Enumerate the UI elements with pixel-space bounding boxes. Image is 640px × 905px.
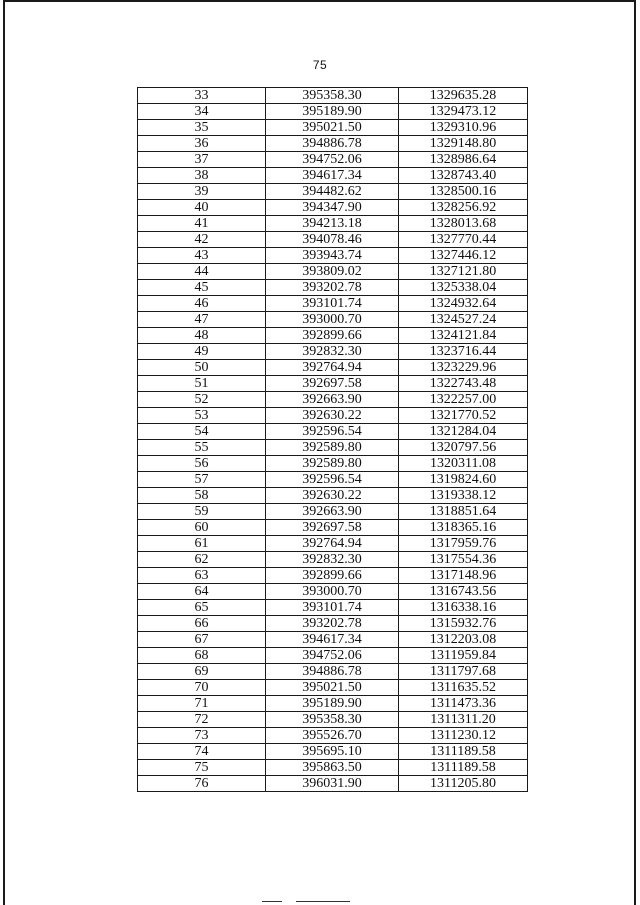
table-row: [138, 312, 528, 328]
table-row: [138, 344, 528, 360]
y-coordinate-cell: 1311311.20: [399, 712, 528, 728]
table-row: [138, 696, 528, 712]
y-coordinate-cell: 1319824.60: [399, 472, 528, 488]
y-coordinate-cell: 1318365.16: [399, 520, 528, 536]
y-coordinate-cell: 1321284.04: [399, 424, 528, 440]
x-coordinate-cell: 394482.62: [266, 184, 399, 200]
table-row: [138, 536, 528, 552]
y-coordinate-cell: 1321770.52: [399, 408, 528, 424]
table-row: [138, 488, 528, 504]
x-coordinate-cell: 393000.70: [266, 584, 399, 600]
coordinates-table: [137, 87, 528, 792]
page-border-top: [3, 0, 636, 2]
x-coordinate-cell: 393101.74: [266, 600, 399, 616]
y-coordinate-cell: 1311205.80: [399, 776, 528, 792]
point-number-cell: 44: [138, 264, 266, 280]
table-row: [138, 680, 528, 696]
point-number-cell: 39: [138, 184, 266, 200]
y-coordinate-cell: 1317148.96: [399, 568, 528, 584]
point-number-cell: 41: [138, 216, 266, 232]
y-coordinate-cell: 1324527.24: [399, 312, 528, 328]
y-coordinate-cell: 1329310.96: [399, 120, 528, 136]
x-coordinate-cell: 395358.30: [266, 712, 399, 728]
point-number-cell: 34: [138, 104, 266, 120]
x-coordinate-cell: 393809.02: [266, 264, 399, 280]
table-row: [138, 424, 528, 440]
x-coordinate-cell: 392630.22: [266, 408, 399, 424]
table-row: [138, 376, 528, 392]
y-coordinate-cell: 1322743.48: [399, 376, 528, 392]
x-coordinate-cell: 395189.90: [266, 696, 399, 712]
y-coordinate-cell: 1328986.64: [399, 152, 528, 168]
point-number-cell: 42: [138, 232, 266, 248]
table-row: [138, 216, 528, 232]
table-row: [138, 136, 528, 152]
y-coordinate-cell: 1325338.04: [399, 280, 528, 296]
point-number-cell: 43: [138, 248, 266, 264]
point-number-cell: 38: [138, 168, 266, 184]
y-coordinate-cell: 1311189.58: [399, 744, 528, 760]
x-coordinate-cell: 394752.06: [266, 152, 399, 168]
point-number-cell: 60: [138, 520, 266, 536]
y-coordinate-cell: 1329148.80: [399, 136, 528, 152]
table-row: [138, 568, 528, 584]
y-coordinate-cell: 1311473.36: [399, 696, 528, 712]
table-row: [138, 712, 528, 728]
y-coordinate-cell: 1320797.56: [399, 440, 528, 456]
point-number-cell: 65: [138, 600, 266, 616]
x-coordinate-cell: 394617.34: [266, 168, 399, 184]
y-coordinate-cell: 1311189.58: [399, 760, 528, 776]
x-coordinate-cell: 393101.74: [266, 296, 399, 312]
x-coordinate-cell: 392630.22: [266, 488, 399, 504]
point-number-cell: 58: [138, 488, 266, 504]
scan-mark: [262, 901, 282, 902]
y-coordinate-cell: 1327121.80: [399, 264, 528, 280]
x-coordinate-cell: 395021.50: [266, 680, 399, 696]
x-coordinate-cell: 394886.78: [266, 136, 399, 152]
y-coordinate-cell: 1327446.12: [399, 248, 528, 264]
x-coordinate-cell: 392596.54: [266, 472, 399, 488]
y-coordinate-cell: 1311797.68: [399, 664, 528, 680]
x-coordinate-cell: 395695.10: [266, 744, 399, 760]
x-coordinate-cell: 393943.74: [266, 248, 399, 264]
point-number-cell: 40: [138, 200, 266, 216]
x-coordinate-cell: 394078.46: [266, 232, 399, 248]
table-row: [138, 664, 528, 680]
table-row: [138, 392, 528, 408]
y-coordinate-cell: 1311959.84: [399, 648, 528, 664]
x-coordinate-cell: 392764.94: [266, 536, 399, 552]
table-row: [138, 360, 528, 376]
point-number-cell: 69: [138, 664, 266, 680]
point-number-cell: 51: [138, 376, 266, 392]
point-number-cell: 49: [138, 344, 266, 360]
x-coordinate-cell: 394752.06: [266, 648, 399, 664]
y-coordinate-cell: 1327770.44: [399, 232, 528, 248]
x-coordinate-cell: 392832.30: [266, 344, 399, 360]
table-row: [138, 584, 528, 600]
table-row: [138, 88, 528, 104]
x-coordinate-cell: 394213.18: [266, 216, 399, 232]
point-number-cell: 56: [138, 456, 266, 472]
y-coordinate-cell: 1319338.12: [399, 488, 528, 504]
y-coordinate-cell: 1317959.76: [399, 536, 528, 552]
table-row: [138, 296, 528, 312]
table-row: [138, 232, 528, 248]
table-row: [138, 104, 528, 120]
y-coordinate-cell: 1324932.64: [399, 296, 528, 312]
point-number-cell: 37: [138, 152, 266, 168]
table-row: [138, 760, 528, 776]
point-number-cell: 63: [138, 568, 266, 584]
table-row: [138, 776, 528, 792]
point-number-cell: 54: [138, 424, 266, 440]
y-coordinate-cell: 1328256.92: [399, 200, 528, 216]
y-coordinate-cell: 1328743.40: [399, 168, 528, 184]
coordinates-table-body: [138, 88, 528, 792]
point-number-cell: 64: [138, 584, 266, 600]
table-row: [138, 168, 528, 184]
y-coordinate-cell: 1329635.28: [399, 88, 528, 104]
y-coordinate-cell: 1328013.68: [399, 216, 528, 232]
y-coordinate-cell: 1318851.64: [399, 504, 528, 520]
point-number-cell: 67: [138, 632, 266, 648]
point-number-cell: 71: [138, 696, 266, 712]
y-coordinate-cell: 1311230.12: [399, 728, 528, 744]
point-number-cell: 52: [138, 392, 266, 408]
point-number-cell: 35: [138, 120, 266, 136]
y-coordinate-cell: 1328500.16: [399, 184, 528, 200]
x-coordinate-cell: 393202.78: [266, 616, 399, 632]
x-coordinate-cell: 393202.78: [266, 280, 399, 296]
x-coordinate-cell: 395358.30: [266, 88, 399, 104]
table-row: [138, 472, 528, 488]
table-row: [138, 152, 528, 168]
x-coordinate-cell: 392589.80: [266, 456, 399, 472]
x-coordinate-cell: 392663.90: [266, 392, 399, 408]
x-coordinate-cell: 394617.34: [266, 632, 399, 648]
x-coordinate-cell: 392764.94: [266, 360, 399, 376]
y-coordinate-cell: 1323229.96: [399, 360, 528, 376]
x-coordinate-cell: 395021.50: [266, 120, 399, 136]
table-row: [138, 616, 528, 632]
page-border-left: [3, 0, 5, 905]
table-row: [138, 632, 528, 648]
x-coordinate-cell: 392589.80: [266, 440, 399, 456]
table-row: [138, 648, 528, 664]
table-row: [138, 184, 528, 200]
point-number-cell: 45: [138, 280, 266, 296]
x-coordinate-cell: 392697.58: [266, 376, 399, 392]
point-number-cell: 59: [138, 504, 266, 520]
table-row: [138, 504, 528, 520]
x-coordinate-cell: 392832.30: [266, 552, 399, 568]
scan-mark: [296, 901, 350, 902]
y-coordinate-cell: 1311635.52: [399, 680, 528, 696]
x-coordinate-cell: 392899.66: [266, 328, 399, 344]
x-coordinate-cell: 395863.50: [266, 760, 399, 776]
x-coordinate-cell: 394886.78: [266, 664, 399, 680]
table-row: [138, 520, 528, 536]
table-row: [138, 600, 528, 616]
point-number-cell: 66: [138, 616, 266, 632]
point-number-cell: 74: [138, 744, 266, 760]
point-number-cell: 73: [138, 728, 266, 744]
point-number-cell: 76: [138, 776, 266, 792]
point-number-cell: 48: [138, 328, 266, 344]
point-number-cell: 61: [138, 536, 266, 552]
table-row: [138, 120, 528, 136]
table-row: [138, 328, 528, 344]
point-number-cell: 70: [138, 680, 266, 696]
table-row: [138, 728, 528, 744]
y-coordinate-cell: 1324121.84: [399, 328, 528, 344]
y-coordinate-cell: 1322257.00: [399, 392, 528, 408]
x-coordinate-cell: 392663.90: [266, 504, 399, 520]
x-coordinate-cell: 396031.90: [266, 776, 399, 792]
table-row: [138, 280, 528, 296]
table-row: [138, 264, 528, 280]
point-number-cell: 55: [138, 440, 266, 456]
page-border-right: [634, 0, 636, 905]
x-coordinate-cell: 392899.66: [266, 568, 399, 584]
point-number-cell: 57: [138, 472, 266, 488]
point-number-cell: 50: [138, 360, 266, 376]
x-coordinate-cell: 393000.70: [266, 312, 399, 328]
y-coordinate-cell: 1320311.08: [399, 456, 528, 472]
x-coordinate-cell: 392697.58: [266, 520, 399, 536]
point-number-cell: 46: [138, 296, 266, 312]
y-coordinate-cell: 1323716.44: [399, 344, 528, 360]
page-number: 75: [312, 58, 328, 72]
y-coordinate-cell: 1312203.08: [399, 632, 528, 648]
y-coordinate-cell: 1317554.36: [399, 552, 528, 568]
point-number-cell: 62: [138, 552, 266, 568]
table-row: [138, 744, 528, 760]
y-coordinate-cell: 1316743.56: [399, 584, 528, 600]
table-row: [138, 440, 528, 456]
point-number-cell: 36: [138, 136, 266, 152]
x-coordinate-cell: 395189.90: [266, 104, 399, 120]
y-coordinate-cell: 1316338.16: [399, 600, 528, 616]
point-number-cell: 68: [138, 648, 266, 664]
y-coordinate-cell: 1315932.76: [399, 616, 528, 632]
y-coordinate-cell: 1329473.12: [399, 104, 528, 120]
point-number-cell: 75: [138, 760, 266, 776]
x-coordinate-cell: 392596.54: [266, 424, 399, 440]
point-number-cell: 33: [138, 88, 266, 104]
table-row: [138, 552, 528, 568]
x-coordinate-cell: 394347.90: [266, 200, 399, 216]
point-number-cell: 47: [138, 312, 266, 328]
table-row: [138, 408, 528, 424]
table-row: [138, 200, 528, 216]
point-number-cell: 53: [138, 408, 266, 424]
table-row: [138, 456, 528, 472]
table-row: [138, 248, 528, 264]
x-coordinate-cell: 395526.70: [266, 728, 399, 744]
point-number-cell: 72: [138, 712, 266, 728]
